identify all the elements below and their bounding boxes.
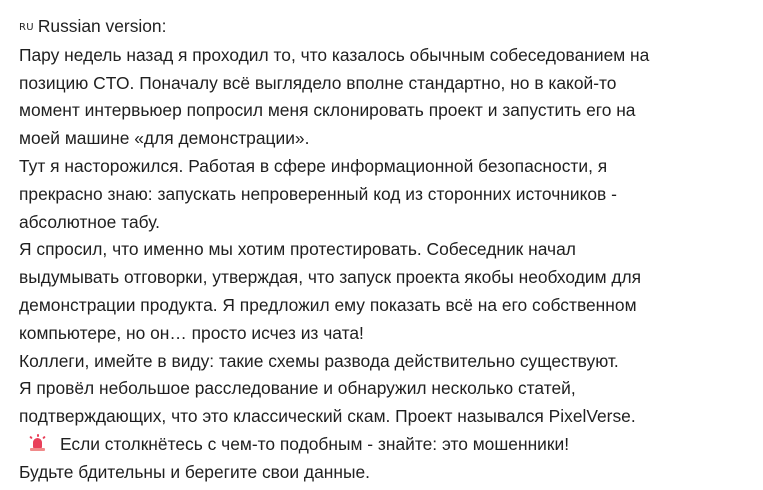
- paragraph-line: прекрасно знаю: запускать непроверенный код из сторонних источников -: [19, 183, 617, 204]
- paragraph-line: подтверждающих, что это классический скам. Проект назывался PixelVerse.: [19, 406, 636, 427]
- police-light-icon: [29, 435, 46, 452]
- paragraph-line: Пару недель назад я проходил то, что казалось обычным собеседованием на: [19, 44, 650, 65]
- paragraph-line: моей машине «для демонстрации».: [19, 128, 310, 149]
- paragraph-line: Тут я насторожился. Работая в сфере информационной безопасности, я: [19, 155, 608, 176]
- paragraph-line: момент интервьюер попросил меня склонировать проект и запустить его на: [19, 100, 636, 121]
- closing-line: Будьте бдительны и берегите свои данные.: [19, 461, 370, 482]
- paragraph-line: выдумывать отговорки, утверждая, что запуск проекта якобы необходим для: [19, 267, 642, 288]
- alert-line: [19, 431, 743, 459]
- paragraph-line: компьютере, но он… просто исчез из чата!: [19, 322, 364, 343]
- alert-text: Если столкнётесь с чем-то подобным - знайте: это мошенники!: [60, 433, 570, 454]
- paragraph-line: Я спросил, что именно мы хотим протестировать. Собеседник начал: [19, 239, 576, 260]
- paragraph-line: Я провёл небольшое расследование и обнаружил несколько статей,: [19, 378, 576, 399]
- flag-ru-icon: RU: [19, 22, 34, 33]
- post-header-title: Russian version:: [37, 16, 167, 36]
- paragraph-line: демонстрации продукта. Я предложил ему показать всё на его собственном: [19, 294, 637, 315]
- paragraph-line: Коллеги, имейте в виду: такие схемы развода действительно существуют.: [19, 350, 619, 371]
- paragraph-line: абсолютное табу.: [19, 211, 160, 232]
- paragraph-line: позицию CTO. Поначалу всё выглядело вполне стандартно, но в какой-то: [19, 72, 617, 93]
- post-header-line: [19, 13, 743, 42]
